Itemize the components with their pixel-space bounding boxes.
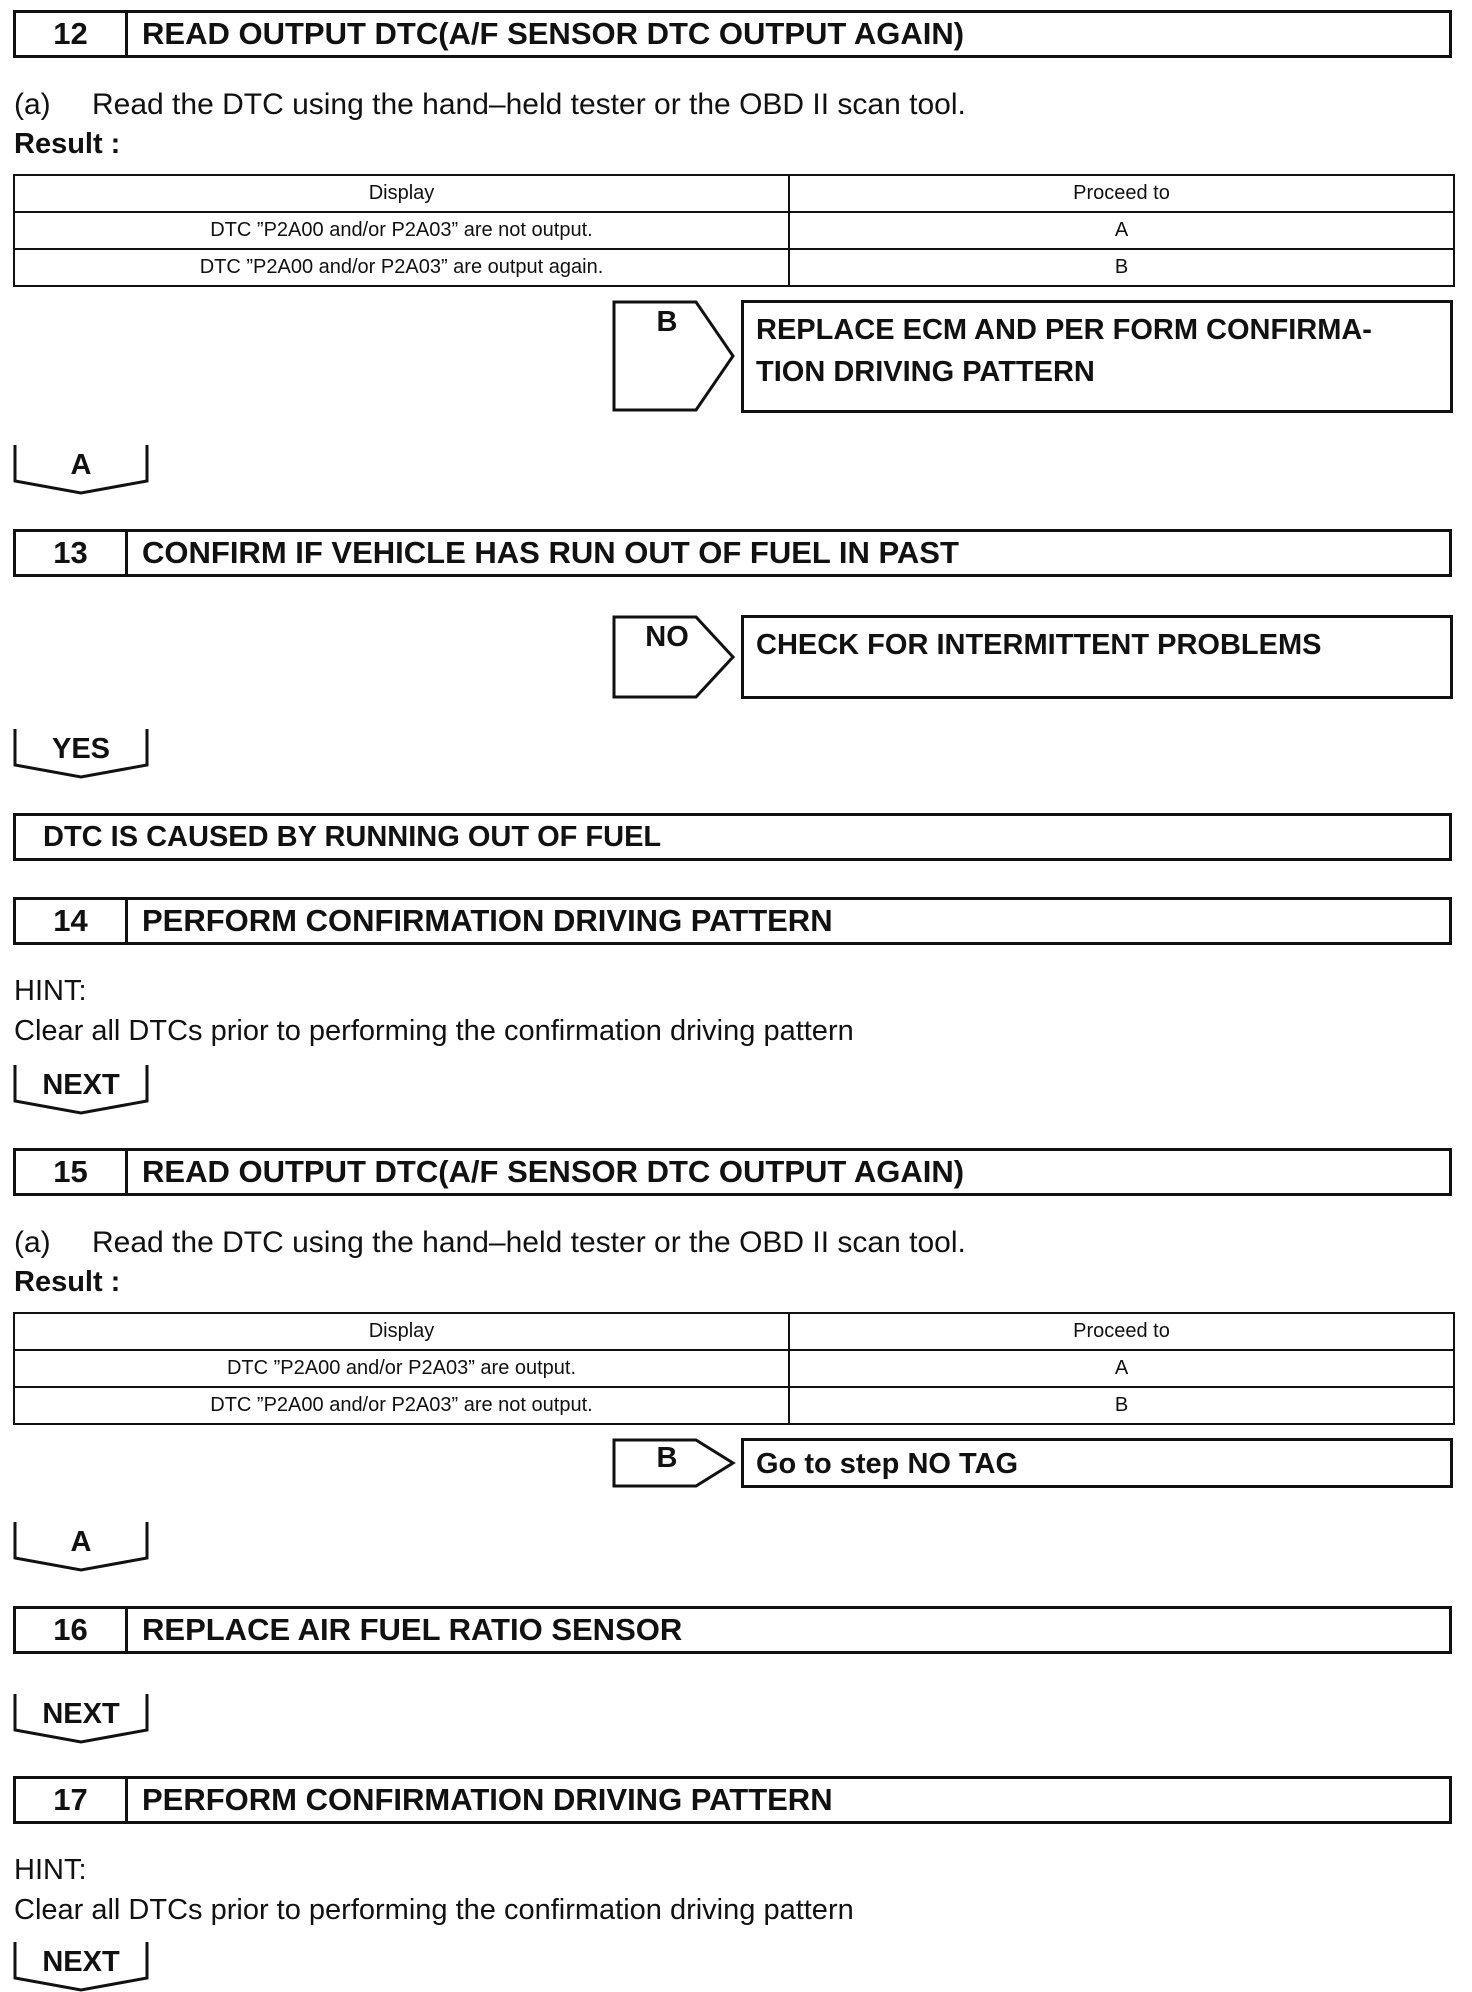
step-title: READ OUTPUT DTC(A/F SENSOR DTC OUTPUT AGAIN) bbox=[142, 1154, 965, 1189]
instruction-label: (a) bbox=[14, 88, 51, 121]
branch-action-box bbox=[741, 300, 1453, 413]
table-cell: A bbox=[789, 212, 1454, 249]
table-header-row bbox=[14, 175, 1454, 212]
branch-label: NO bbox=[645, 621, 689, 653]
step-title: REPLACE AIR FUEL RATIO SENSOR bbox=[142, 1612, 683, 1647]
table-cell: DTC ”P2A00 and/or P2A03” are output. bbox=[14, 1350, 789, 1387]
step-number: 15 bbox=[16, 1151, 128, 1193]
next-tag-next bbox=[13, 1063, 149, 1115]
tag-label: NEXT bbox=[42, 1946, 120, 1978]
branch-arrow-b bbox=[612, 1438, 736, 1488]
next-tag-next bbox=[13, 1940, 149, 1992]
instruction-text: Read the DTC using the hand–held tester or the OBD II scan tool. bbox=[92, 88, 966, 121]
hint-text: Clear all DTCs prior to performing the confirmation driving pattern bbox=[14, 1015, 854, 1047]
branch-arrow-b bbox=[612, 300, 736, 412]
step-number: 12 bbox=[16, 13, 128, 55]
table-header: Display bbox=[14, 1313, 789, 1350]
hint-label: HINT: bbox=[14, 975, 87, 1007]
table-header: Display bbox=[14, 175, 789, 212]
step-12-instruction bbox=[14, 88, 966, 122]
branch-action-box bbox=[741, 1438, 1453, 1488]
step-title: PERFORM CONFIRMATION DRIVING PATTERN bbox=[142, 1782, 833, 1817]
branch-action-box bbox=[741, 615, 1453, 699]
step-title: CONFIRM IF VEHICLE HAS RUN OUT OF FUEL IN PAST bbox=[142, 535, 959, 570]
branch-arrow-no bbox=[612, 615, 736, 699]
table-header-row bbox=[14, 1313, 1454, 1350]
branch-label: B bbox=[656, 1442, 678, 1474]
step-12-header bbox=[13, 10, 1452, 58]
instruction-text: Read the DTC using the hand–held tester or the OBD II scan tool. bbox=[92, 1226, 966, 1259]
step-15-instruction bbox=[14, 1226, 966, 1260]
step-title: READ OUTPUT DTC(A/F SENSOR DTC OUTPUT AGAIN) bbox=[142, 16, 965, 51]
tag-label: NEXT bbox=[42, 1069, 120, 1101]
branch-action-line: REPLACE ECM AND PER FORM CONFIRMA- bbox=[756, 314, 1372, 346]
step-14-header bbox=[13, 897, 1452, 945]
step-15-result-table bbox=[13, 1312, 1455, 1425]
step-12-result-table bbox=[13, 174, 1455, 287]
result-label: Result : bbox=[14, 1266, 121, 1298]
tag-label: NEXT bbox=[42, 1698, 120, 1730]
table-cell: A bbox=[789, 1350, 1454, 1387]
table-row bbox=[14, 249, 1454, 286]
tag-label: YES bbox=[51, 733, 111, 765]
hint-text: Clear all DTCs prior to performing the confirmation driving pattern bbox=[14, 1894, 854, 1926]
step-number: 16 bbox=[16, 1609, 128, 1651]
table-header: Proceed to bbox=[789, 175, 1454, 212]
tag-label: A bbox=[70, 1526, 92, 1558]
next-tag-a bbox=[13, 1520, 149, 1572]
step-number: 17 bbox=[16, 1779, 128, 1821]
step-number: 14 bbox=[16, 900, 128, 942]
table-cell: DTC ”P2A00 and/or P2A03” are output again. bbox=[14, 249, 789, 286]
conclusion-box: DTC IS CAUSED BY RUNNING OUT OF FUEL bbox=[13, 813, 1452, 861]
step-title: PERFORM CONFIRMATION DRIVING PATTERN bbox=[142, 903, 833, 938]
table-row bbox=[14, 212, 1454, 249]
branch-action-line: TION DRIVING PATTERN bbox=[756, 356, 1095, 388]
table-cell: B bbox=[789, 1387, 1454, 1424]
table-header: Proceed to bbox=[789, 1313, 1454, 1350]
step-13-header bbox=[13, 529, 1452, 577]
result-label: Result : bbox=[14, 128, 121, 160]
branch-action-line: Go to step NO TAG bbox=[756, 1448, 1019, 1480]
table-row bbox=[14, 1387, 1454, 1424]
table-cell: B bbox=[789, 249, 1454, 286]
next-tag-a bbox=[13, 443, 149, 495]
branch-label: B bbox=[656, 306, 678, 338]
next-tag-yes bbox=[13, 727, 149, 779]
table-cell: DTC ”P2A00 and/or P2A03” are not output. bbox=[14, 1387, 789, 1424]
tag-label: A bbox=[70, 449, 92, 481]
branch-action-line: CHECK FOR INTERMITTENT PROBLEMS bbox=[756, 629, 1322, 661]
step-number: 13 bbox=[16, 532, 128, 574]
next-tag-next bbox=[13, 1692, 149, 1744]
instruction-label: (a) bbox=[14, 1226, 51, 1259]
table-cell: DTC ”P2A00 and/or P2A03” are not output. bbox=[14, 212, 789, 249]
hint-label: HINT: bbox=[14, 1854, 87, 1886]
step-15-header bbox=[13, 1148, 1452, 1196]
table-row bbox=[14, 1350, 1454, 1387]
step-16-header bbox=[13, 1606, 1452, 1654]
step-17-header bbox=[13, 1776, 1452, 1824]
